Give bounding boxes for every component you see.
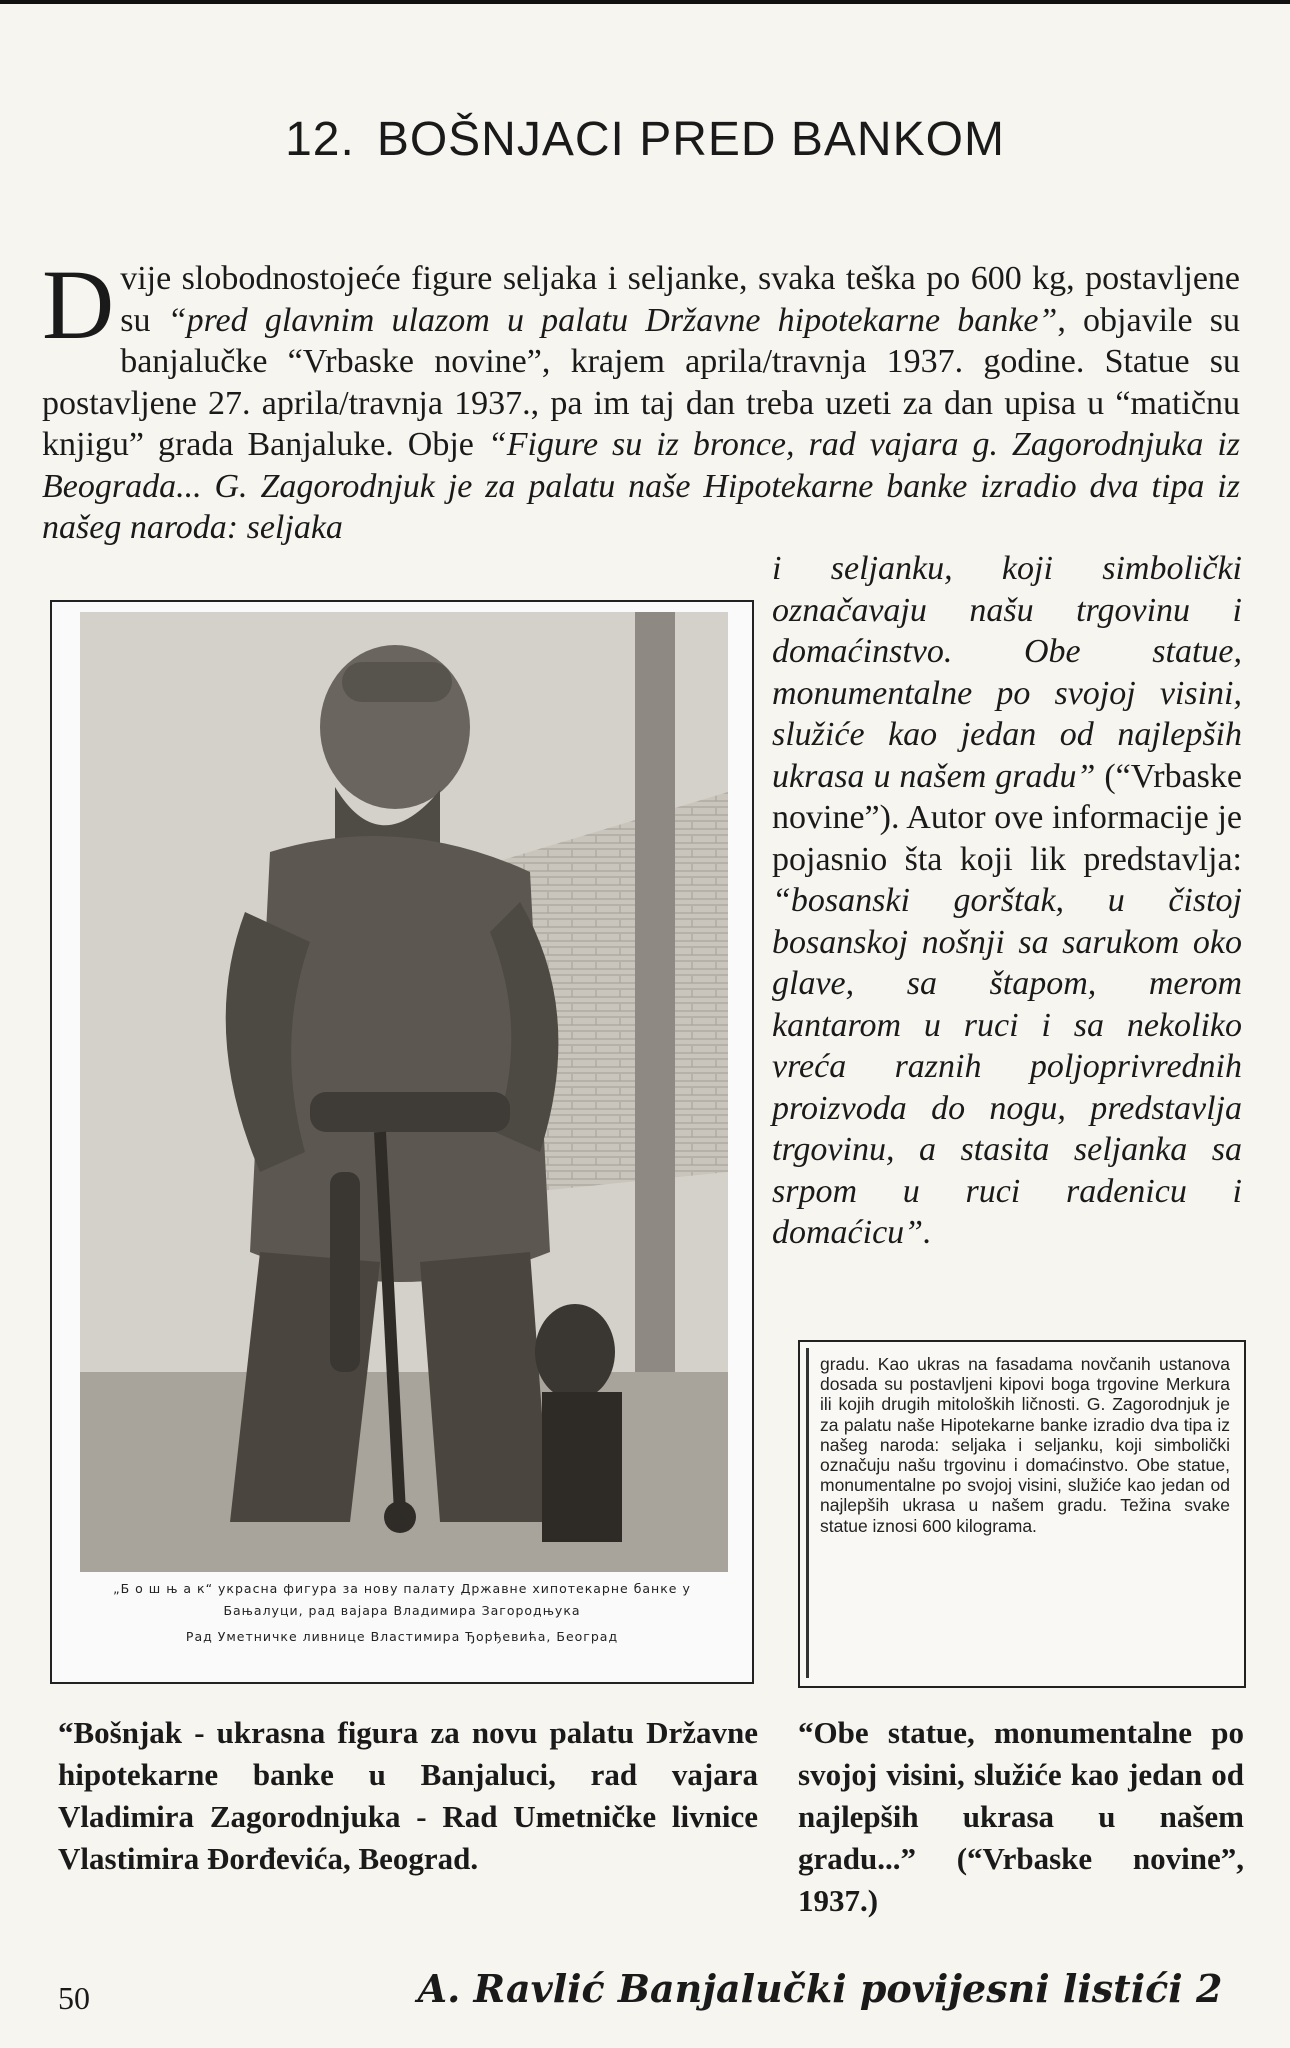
clipping-edge	[806, 1348, 809, 1678]
chapter-number: 12.	[285, 113, 355, 166]
photo-credit: Рад Уметничке ливнице Властимира Ђорђевића, Београд	[185, 1629, 619, 1644]
clipping-caption-bold: “Obe statue, monumentalne po svojoj visini, služiće kao jedan od najlepših ukrasa u našem gradu...” (“Vrbaske novine”, 1937.)	[798, 1715, 1244, 1918]
statue-photo	[80, 612, 728, 1572]
photo-caption-bold: “Bošnjak - ukrasna figura za novu palatu Državne hipotekarne banke u Banjaluci, rad vajara Vladimira Zagorodnjuka - Rad Umetničke livnice Vlastimira Đorđevića, Beograd.	[58, 1715, 758, 1876]
page-number: 50	[58, 1980, 90, 2016]
right-text-1: (“Vrbaske novine”). Autor ove informacije je pojasnio šta koji lik predstavlja:	[772, 757, 1242, 878]
right-column-paragraph	[772, 548, 1242, 1254]
right-quote-2: “bosanski gorštak, u čistoj bosanskoj nošnji sa sarukom oko glave, sa štapom, merom kantarom u ruci i sa nekoliko vreća raznih poljoprivrednih proizvoda do nogu, predstavlja trgovinu, a stasita seljanka sa srpom u ruci radenicu i domaćicu”.	[772, 882, 1242, 1251]
photo-caption	[72, 1578, 732, 1648]
chapter-title: BOŠNJACI PRED BANKOM	[376, 113, 1005, 166]
clipping-text: gradu. Kao ukras na fasadama novčanih ustanova dosada su postavljeni kipovi boga trgovine Merkura ili kojih drugih mitoloških ličnosti. G. Zagorodnjuk je za palatu naše Hipotekarne banke izradio dva tipa iz našeg naroda: seljaka i seljanku, koji simbolički označuju našu trgovinu i domaćinstvo. Obe statue, monumentalne po svojoj visini, služiće kao jedan od najlepših ukrasa u našem gradu. Težina svake statue iznosi 600 kilograma.	[820, 1354, 1230, 1536]
intro-quote-2: “Figure su iz bronce, rad vajara g. Zagorodnjuka iz Beograda... G. Zagorodnjuk je za palatu naše Hipotekarne banke izradio dva tipa iz našeg naroda: seljaka	[42, 426, 1241, 546]
top-rule	[0, 0, 1290, 4]
newspaper-clipping	[798, 1340, 1246, 1688]
right-quote-1: i seljanku, koji simbolički označavaju našu trgovinu i domaćinstvo. Obe statue, monumentalne po svojoj visini, služiće kao jedan od najlepših ukrasa u našem gradu”	[772, 550, 1242, 795]
chapter-heading	[0, 112, 1290, 167]
statue-photo-frame	[50, 600, 754, 1684]
intro-quote-1: “pred glavnim ulazom u palatu Državne hipotekarne banke”	[167, 301, 1058, 339]
intro-paragraph	[42, 249, 1241, 549]
statue-illustration	[80, 612, 728, 1572]
drop-cap: D	[42, 249, 115, 360]
intro-text-1: vije slobodnostojeće figure seljaka i seljanke, svaka teška po 600 kg, postavljene su	[120, 260, 1240, 339]
book-title: A. Ravlić Banjalučki povijesni listići 2	[417, 1966, 1223, 2011]
photo-caption-text: „Б о ш њ а к“ украсна фигура за нову палату Државне хипотекарне банке у Бањалуци, рад вајара Владимира Загородњука	[113, 1581, 691, 1618]
intro-text-2: , objavile su banjalučke “Vrbaske novine”, krajem aprila/travnja 1937. godine. Statue su postavljene 27. aprila/travnja 1937., pa im taj dan treba uzeti za dan upisa u “matičnu knjigu” grada Banjaluke. Obje	[42, 301, 1240, 463]
